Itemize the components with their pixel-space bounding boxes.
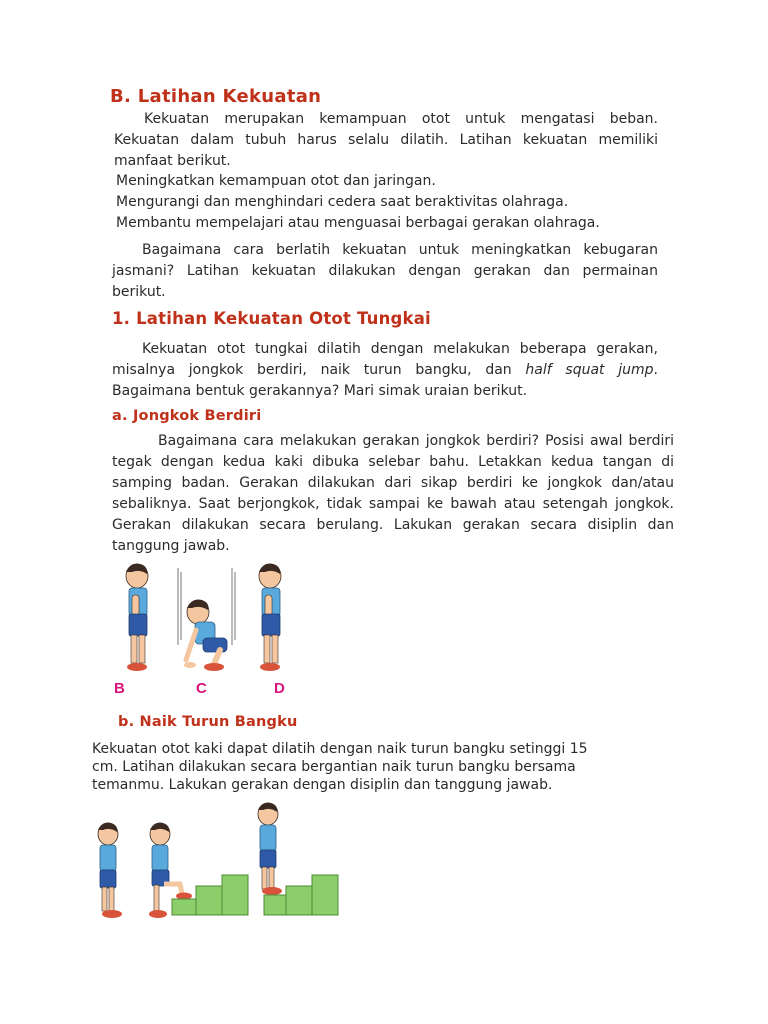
section-b-title: B. Latihan Kekuatan (110, 86, 322, 107)
sub-b-line: Kekuatan otot kaki dapat dilatih dengan naik turun bangku setinggi 15 (92, 741, 588, 757)
benefit-item: Membantu mempelajari atau menguasai berbagai gerakan olahraga. (116, 215, 600, 231)
section-1-title: 1. Latihan Kekuatan Otot Tungkai (112, 309, 431, 328)
step-high (222, 875, 248, 915)
sub-a-title: a. Jongkok Berdiri (112, 408, 262, 424)
figure-label-d: D (274, 680, 285, 697)
boy-squatting-c (184, 600, 227, 671)
step-low (264, 895, 286, 915)
step-low (172, 899, 196, 915)
step-high (312, 875, 338, 915)
section-1-italic-term: half squat jump (525, 362, 654, 378)
step-up-figure (90, 800, 350, 925)
section-1-text-b: . Bagaimana bentuk gerakannya? Mari simak uraian berikut. (112, 362, 658, 399)
boy-standing-b (126, 564, 148, 671)
boy-on-step-3 (258, 803, 282, 895)
section-1-text (112, 339, 658, 402)
figure-label-b: B (114, 680, 125, 697)
section-b-intro: Kekuatan merupakan kemampuan otot untuk mengatasi beban. Kekuatan dalam tubuh harus selalu dilatih. Latihan kekuatan memiliki manfaat berikut. (114, 111, 658, 169)
benefit-item: Meningkatkan kemampuan otot dan jaringan. (116, 173, 436, 189)
sub-b-title: b. Naik Turun Bangku (118, 714, 298, 730)
step-mid (196, 886, 222, 915)
squat-figure (110, 560, 310, 675)
sub-b-line: temanmu. Lakukan gerakan dengan disiplin dan tanggung jawab. (92, 777, 553, 793)
section-b-question: Bagaimana cara berlatih kekuatan untuk meningkatkan kebugaran jasmani? Latihan kekuatan dilakukan dengan gerakan dan permainan berikut. (112, 242, 658, 300)
boy-standing-d (259, 564, 281, 671)
benefit-item: Mengurangi dan menghindari cedera saat beraktivitas olahraga. (116, 194, 569, 210)
sub-a-text: Bagaimana cara melakukan gerakan jongkok berdiri? Posisi awal berdiri tegak dengan kedua kaki dibuka selebar bahu. Letakkan kedua tangan di samping badan. Gerakan dilakukan dari sikap berdiri ke jongkok dan/atau sebaliknya. Saat berjongkok, tidak sampai ke bawah atau setengah jongkok. Gerakan dilakukan secara berulang. Lakukan gerakan secara disiplin dan tanggung jawab. (112, 433, 674, 554)
sub-b-line: cm. Latihan dilakukan secara bergantian naik turun bangku bersama (92, 759, 576, 775)
step-mid (286, 886, 312, 915)
section-1-text-a: Kekuatan otot tungkai dilatih dengan melakukan beberapa gerakan, misalnya jongkok berdiri, naik turun bangku, dan (112, 341, 658, 378)
figure-label-c: C (196, 680, 207, 697)
boy-standing-1 (98, 823, 122, 918)
